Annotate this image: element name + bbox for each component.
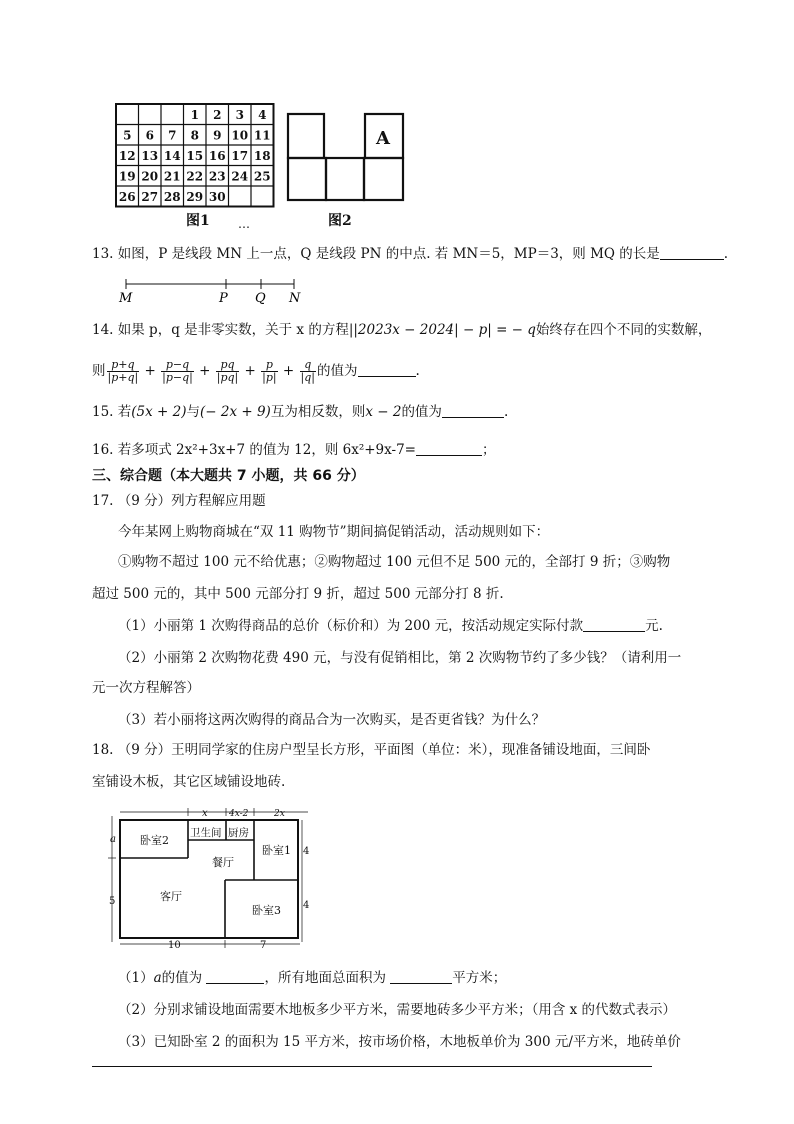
- q14-line2: 则 $\frac{p+q}{|p+q|}$ + $\frac{p-q}{|p-q|}$ + $\frac{pq}{|pq|}$ + $\frac{p}{|p|}$ + $\frac{q}{|q|}$ 的值为 .: [92, 358, 420, 384]
- dim-4-top: 4: [303, 846, 310, 857]
- calendar-day: 26: [118, 189, 136, 204]
- q14-line1: 14. 如果 p，q 是非零实数，关于 x 的方程||2023x − 2024| − p| = − q始终存在四个不同的实数解，: [92, 322, 712, 338]
- q15-blank[interactable]: [442, 403, 504, 418]
- section-heading: 三、综合题（本大题共 7 小题，共 66 分）: [92, 468, 365, 484]
- calendar-day: 25: [253, 169, 271, 184]
- calendar-day: 24: [231, 169, 249, 184]
- dim-10: 10: [168, 940, 181, 951]
- dots: …: [238, 217, 250, 228]
- q18-sub2: （2）分别求铺设地面需要木地板多少平方米，需要地砖多少平方米；（用含 x 的代数式表示）: [118, 1002, 677, 1018]
- q17-sub1: （1）小丽第 1 次购得商品的总价（标价和）为 200 元，按活动规定实际付款 元.: [118, 618, 663, 634]
- q13: 13. 如图，P 是线段 MN 上一点，Q 是线段 PN 的中点. 若 MN＝5，MP＝3，则 MQ 的长是 .: [92, 246, 729, 262]
- fig2-label: 图2: [328, 213, 352, 228]
- calendar-day: 28: [163, 189, 181, 204]
- room-kitchen: 厨房: [228, 827, 249, 839]
- point-q: Q: [255, 291, 266, 306]
- q14-blank[interactable]: [358, 362, 416, 377]
- q17-rules-1: ①购物不超过 100 元不给优惠；②购物超过 100 元但不足 500 元的，全部打 9 折；③购物: [118, 554, 671, 570]
- q17-sub2: （2）小丽第 2 次购物花费 490 元，与没有促销相比，第 2 次购物节约了多少钱？（请利用一: [118, 650, 682, 666]
- dim-a: a: [110, 834, 116, 845]
- q16: 16. 若多项式 2x²+3x+7 的值为 12，则 6x²+9x-7= ；: [92, 442, 496, 458]
- net-letter: A: [376, 128, 390, 149]
- q18-blank-area[interactable]: [390, 969, 452, 984]
- calendar-day: 4: [258, 107, 267, 122]
- q17-intro: 今年某网上购物商城在“双 11 购物节”期间搞促销活动，活动规则如下：: [118, 524, 550, 540]
- net-figure: [288, 114, 403, 200]
- calendar-day: 22: [186, 169, 204, 184]
- floor-plan: [104, 806, 326, 954]
- calendar-day: 19: [118, 169, 136, 184]
- fig1-label: 图1: [186, 213, 210, 228]
- calendar-day: 10: [231, 128, 249, 143]
- q16-blank[interactable]: [416, 441, 482, 456]
- q13-segment-figure: [116, 278, 306, 306]
- calendar-day: 3: [235, 107, 244, 122]
- q14-frac2: $\frac{p-q}{|p-q|}$: [162, 358, 193, 384]
- calendar-day: 29: [186, 189, 204, 204]
- room-living: 客厅: [160, 890, 182, 903]
- q13-text: 13. 如图，P 是线段 MN 上一点，Q 是线段 PN 的中点. 若 MN＝5，MP＝3，则 MQ 的长是: [92, 246, 660, 262]
- calendar-day: 2: [213, 107, 222, 122]
- calendar-day: 15: [186, 148, 204, 163]
- room-bedroom1: 卧室1: [262, 844, 291, 857]
- room-bedroom3: 卧室3: [252, 904, 281, 917]
- q14-frac5: $\frac{q}{|q|}$: [300, 358, 315, 384]
- calendar-day: 21: [163, 169, 181, 184]
- calendar-day: 12: [118, 148, 136, 163]
- q18-intro: 18. （9 分）王明同学家的住房户型呈长方形，平面图（单位：米），现准备铺设地面，三间卧: [92, 742, 651, 758]
- q18-sub3: （3）已知卧室 2 的面积为 15 平方米，按市场价格，木地板单价为 300 元/平方米，地砖单价: [118, 1034, 681, 1050]
- calendar-day: 18: [253, 148, 271, 163]
- calendar-day: 16: [208, 148, 226, 163]
- calendar-day: 1: [190, 107, 199, 122]
- calendar-day: 5: [123, 128, 132, 143]
- calendar-day: 23: [208, 169, 226, 184]
- q18-blank-a[interactable]: [206, 969, 264, 984]
- dim-x: x: [202, 808, 208, 819]
- calendar-day: 20: [141, 169, 159, 184]
- point-m: M: [119, 291, 133, 306]
- q14-frac4: $\frac{p}{|p|}$: [262, 358, 277, 384]
- q17-sub3: （3）若小丽将这两次购得的商品合为一次购买，是否更省钱？为什么？: [118, 712, 546, 728]
- q17-rules-2: 超过 500 元的，其中 500 元部分打 9 折，超过 500 元部分打 8 折.: [92, 586, 504, 602]
- q15: 15. 若(5x + 2)与(− 2x + 9)互为相反数，则x − 2的值为 .: [92, 404, 509, 420]
- q14-frac3: $\frac{pq}{|pq|}$: [216, 358, 239, 384]
- q13-blank[interactable]: [660, 245, 724, 260]
- dim-2x: 2x: [274, 809, 285, 819]
- q18-intro-cont: 室铺设木板，其它区域铺设地砖.: [92, 774, 286, 790]
- calendar-day: 7: [168, 128, 177, 143]
- room-dining: 餐厅: [212, 856, 234, 869]
- q17-blank[interactable]: [583, 617, 645, 632]
- point-n: N: [289, 291, 301, 306]
- calendar-day: 13: [141, 148, 159, 163]
- point-p: P: [219, 291, 228, 306]
- q17-head: 17. （9 分）列方程解应用题: [92, 493, 266, 509]
- calendar-day: 17: [231, 148, 249, 163]
- q17-sub2-cont: 元一次方程解答）: [92, 680, 200, 696]
- calendar-day: 8: [190, 128, 199, 143]
- calendar-day: 6: [145, 128, 154, 143]
- room-bathroom: 卫生间: [190, 827, 222, 839]
- footer-rule: [92, 1066, 652, 1067]
- top-figures: [110, 100, 420, 228]
- q14-frac1: $\frac{p+q}{|p+q|}$: [107, 358, 139, 384]
- calendar-day: 30: [208, 189, 226, 204]
- q14-equation: ||2023x − 2024| − p| = − q: [348, 322, 536, 338]
- room-bedroom2: 卧室2: [140, 834, 169, 847]
- calendar-day: 9: [213, 128, 222, 143]
- dim-5: 5: [109, 896, 116, 907]
- dim-4x2: 4x-2: [229, 809, 249, 819]
- calendar-day: 27: [141, 189, 159, 204]
- calendar-day: 14: [163, 148, 181, 163]
- dim-4-bottom: 4: [303, 900, 310, 911]
- calendar-figure: [116, 104, 274, 207]
- dim-7: 7: [260, 940, 267, 951]
- q18-sub1: （1）a的值为 ，所有地面总面积为 平方米；: [118, 970, 507, 986]
- calendar-day: 11: [253, 128, 271, 143]
